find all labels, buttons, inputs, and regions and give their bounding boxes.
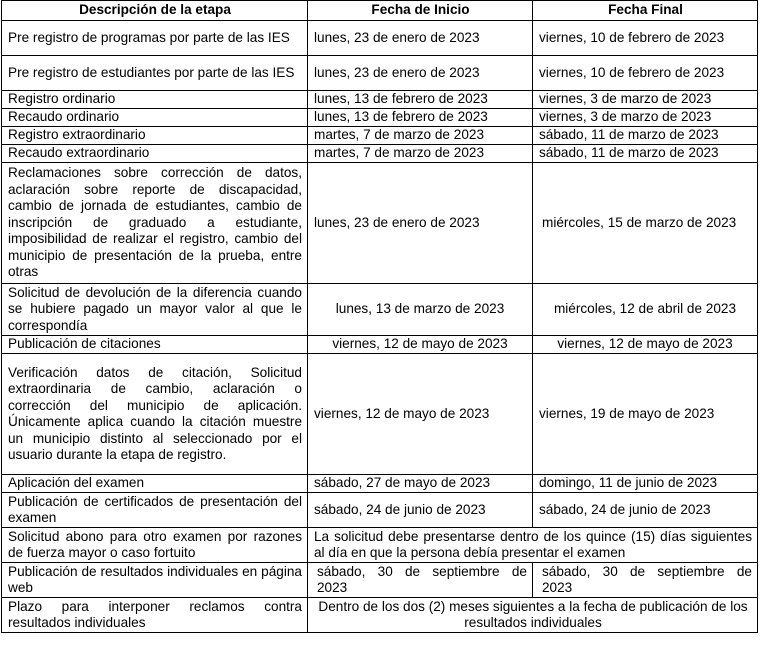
table-row: [2, 336, 758, 354]
cell-fecha-final: sábado, 30 de septiembre de 2023: [533, 563, 758, 598]
cell-fecha-inicio: lunes, 23 de enero de 2023: [308, 163, 533, 284]
table-row: [2, 284, 758, 336]
table-row: [2, 91, 758, 109]
cell-descripcion: Pre registro de estudiantes por parte de las IES: [2, 56, 308, 91]
cell-fecha-final: viernes, 10 de febrero de 2023: [533, 21, 758, 56]
table-row: [2, 528, 758, 563]
cell-fecha-final: sábado, 11 de marzo de 2023: [533, 127, 758, 145]
table-row: [2, 493, 758, 528]
table-row: [2, 21, 758, 56]
cell-plazo: La solicitud debe presentarse dentro de los quince (15) días siguientes al día en que la persona debía presentar el examen: [308, 528, 758, 563]
table-row: [2, 109, 758, 127]
table-row: [2, 563, 758, 598]
cell-fecha-final: viernes, 3 de marzo de 2023: [533, 109, 758, 127]
header-row: [2, 1, 758, 21]
cell-descripcion: Publicación de citaciones: [2, 336, 308, 354]
cell-plazo: Dentro de los dos (2) meses siguientes a la fecha de publicación de los resultados individuales: [308, 598, 758, 633]
cell-descripcion: Solicitud de devolución de la diferencia cuando se hubiere pagado un mayor valor al que le correspondía: [2, 284, 308, 336]
table-row: [2, 354, 758, 475]
table-row: [2, 475, 758, 493]
cell-descripcion: Plazo para interponer reclamos contra resultados individuales: [2, 598, 308, 633]
cell-fecha-final: domingo, 11 de junio de 2023: [533, 475, 758, 493]
cell-fecha-final: sábado, 24 de junio de 2023: [533, 493, 758, 528]
cell-descripcion: Reclamaciones sobre corrección de datos, aclaración sobre reporte de discapacidad, cambio de jornada de estudiantes, cambio de inscripción de graduado a estudiante, imposibilidad de realizar el registro, cambio del municipio de presentación de la prueba, entre otras: [2, 163, 308, 284]
cell-descripcion: Verificación datos de citación, Solicitud extraordinaria de cambio, aclaración o corrección del municipio de aplicación. Únicamente aplica cuando la citación muestre un municipio distinto al seleccionado por el usuario durante la etapa de registro.: [2, 354, 308, 475]
table-row: [2, 598, 758, 633]
header-fecha-final: Fecha Final: [533, 1, 758, 21]
cell-descripcion: Registro extraordinario: [2, 127, 308, 145]
cell-fecha-inicio: sábado, 24 de junio de 2023: [308, 493, 533, 528]
cell-fecha-inicio: viernes, 12 de mayo de 2023: [308, 336, 533, 354]
cell-fecha-inicio: lunes, 13 de febrero de 2023: [308, 91, 533, 109]
cell-fecha-inicio: martes, 7 de marzo de 2023: [308, 145, 533, 163]
cell-fecha-inicio: viernes, 12 de mayo de 2023: [308, 354, 533, 475]
table-row: [2, 145, 758, 163]
table-row: [2, 127, 758, 145]
cell-descripcion: Pre registro de programas por parte de las IES: [2, 21, 308, 56]
table-row: [2, 163, 758, 284]
table-row: [2, 56, 758, 91]
cell-descripcion: Solicitud abono para otro examen por razones de fuerza mayor o caso fortuito: [2, 528, 308, 563]
cell-fecha-final: viernes, 3 de marzo de 2023: [533, 91, 758, 109]
cell-fecha-final: viernes, 19 de mayo de 2023: [533, 354, 758, 475]
cell-fecha-final: viernes, 10 de febrero de 2023: [533, 56, 758, 91]
cell-fecha-inicio: lunes, 23 de enero de 2023: [308, 21, 533, 56]
cell-descripcion: Publicación de resultados individuales en página web: [2, 563, 308, 598]
cell-fecha-final: miércoles, 15 de marzo de 2023: [533, 163, 758, 284]
header-fecha-inicio: Fecha de Inicio: [308, 1, 533, 21]
cell-descripcion: Registro ordinario: [2, 91, 308, 109]
cell-fecha-inicio: martes, 7 de marzo de 2023: [308, 127, 533, 145]
cell-fecha-inicio: sábado, 30 de septiembre de 2023: [308, 563, 533, 598]
cell-descripcion: Recaudo ordinario: [2, 109, 308, 127]
cell-descripcion: Aplicación del examen: [2, 475, 308, 493]
cell-fecha-inicio: lunes, 23 de enero de 2023: [308, 56, 533, 91]
cell-fecha-inicio: lunes, 13 de febrero de 2023: [308, 109, 533, 127]
cell-fecha-final: miércoles, 12 de abril de 2023: [533, 284, 758, 336]
cell-fecha-inicio: lunes, 13 de marzo de 2023: [308, 284, 533, 336]
cell-fecha-inicio: sábado, 27 de mayo de 2023: [308, 475, 533, 493]
cell-descripcion: Recaudo extraordinario: [2, 145, 308, 163]
schedule-table: [1, 0, 758, 633]
cell-fecha-final: sábado, 11 de marzo de 2023: [533, 145, 758, 163]
header-descripcion: Descripción de la etapa: [2, 1, 308, 21]
cell-descripcion: Publicación de certificados de presentación del examen: [2, 493, 308, 528]
cell-fecha-final: viernes, 12 de mayo de 2023: [533, 336, 758, 354]
